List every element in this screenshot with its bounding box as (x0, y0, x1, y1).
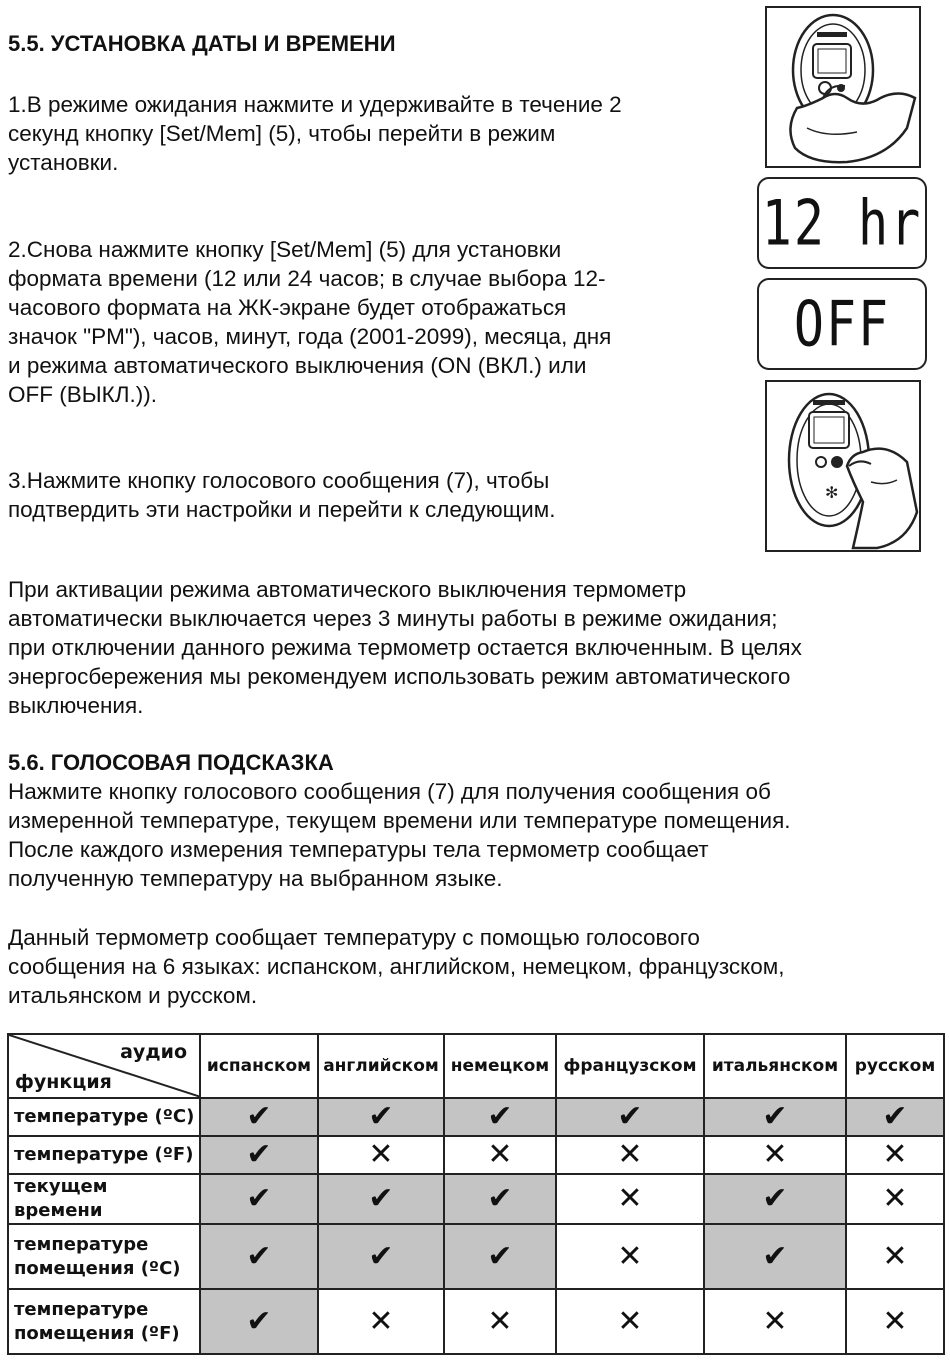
table-row (8, 1289, 944, 1354)
support-cell (846, 1224, 944, 1289)
step-3-line: 3.Нажмите кнопку голосового сообщения (7), чтобы (8, 468, 550, 493)
lcd-hour-format-text: 12 hr (761, 186, 923, 260)
support-cell (200, 1174, 318, 1224)
row-label-line: помещения (ºF) (14, 1322, 180, 1344)
cross-mark-icon: ✕ (617, 1181, 643, 1216)
para1-line: полученную температуру на выбранном языке. (8, 866, 503, 891)
cross-mark-icon: ✕ (762, 1303, 788, 1339)
check-mark-icon: ✔ (246, 1137, 272, 1172)
support-cell (556, 1136, 704, 1174)
section-55-heading: 5.5. УСТАНОВКА ДАТЫ И ВРЕМЕНИ (8, 31, 396, 56)
para1-line: После каждого измерения температуры тела термометр сообщает (8, 837, 709, 862)
check-mark-icon: ✔ (762, 1099, 788, 1134)
check-mark-icon: ✔ (368, 1181, 394, 1216)
cross-mark-icon: ✕ (882, 1303, 908, 1339)
row-label-line: текущем времени (14, 1176, 108, 1221)
corner-function-label: функция (15, 1071, 112, 1093)
note-line: при отключении данного режима термометр остается включенным. В целях (8, 635, 802, 660)
row-function-label (8, 1174, 200, 1224)
support-cell (200, 1224, 318, 1289)
note-line: автоматически выключается через 3 минуты работы в режиме ожидания; (8, 606, 778, 631)
corner-audio-label: аудио (120, 1041, 187, 1063)
step-1-line: установки. (8, 150, 119, 175)
check-mark-icon: ✔ (487, 1099, 513, 1134)
cross-mark-icon: ✕ (617, 1238, 643, 1274)
note-line: При активации режима автоматического выключения термометр (8, 577, 687, 602)
thermometer-hand-illustration-top (765, 6, 921, 168)
support-cell (704, 1136, 846, 1174)
row-function-label (8, 1289, 200, 1354)
support-cell (318, 1174, 444, 1224)
support-cell (704, 1098, 846, 1136)
cross-mark-icon: ✕ (882, 1238, 908, 1274)
voice-prompt-paragraph (8, 777, 791, 893)
note-line: энергосбережения мы рекомендуем использовать режим автоматического (8, 664, 791, 689)
cross-mark-icon: ✕ (368, 1137, 394, 1172)
cross-mark-icon: ✕ (617, 1137, 643, 1172)
support-cell (846, 1136, 944, 1174)
cross-mark-icon: ✕ (617, 1303, 643, 1339)
support-cell (556, 1098, 704, 1136)
support-cell (318, 1136, 444, 1174)
support-cell (444, 1098, 556, 1136)
lcd-hour-format-display (757, 177, 927, 269)
support-cell (444, 1174, 556, 1224)
check-mark-icon: ✔ (368, 1099, 394, 1134)
para2-line: Данный термометр сообщает температуру с помощью голосового (8, 925, 700, 950)
languages-paragraph (8, 923, 785, 1010)
check-mark-icon: ✔ (246, 1181, 272, 1216)
check-mark-icon: ✔ (246, 1099, 272, 1134)
cross-mark-icon: ✕ (368, 1303, 394, 1339)
svg-text:✻: ✻ (825, 483, 839, 502)
check-mark-icon: ✔ (882, 1099, 908, 1134)
para1-line: Нажмите кнопку голосового сообщения (7) для получения сообщения об (8, 779, 771, 804)
section-56-heading: 5.6. ГОЛОСОВАЯ ПОДСКАЗКА (8, 750, 334, 775)
row-function-label (8, 1098, 200, 1136)
table-row (8, 1136, 944, 1174)
support-cell (444, 1136, 556, 1174)
thermometer-hand-illustration-bottom (765, 380, 921, 552)
table-row (8, 1224, 944, 1289)
step-2-line: и режима автоматического выключения (ON (ВКЛ.) или (8, 353, 587, 378)
hand-holding-thermometer-icon (767, 8, 919, 166)
step-2-line: OFF (ВЫКЛ.)). (8, 382, 158, 407)
support-cell (704, 1289, 846, 1354)
cross-mark-icon: ✕ (487, 1303, 513, 1339)
language-header: английском (318, 1034, 444, 1098)
support-cell (846, 1174, 944, 1224)
check-mark-icon: ✔ (246, 1238, 272, 1274)
para2-line: сообщения на 6 языках: испанском, английском, немецком, французском, (8, 954, 785, 979)
support-cell (318, 1098, 444, 1136)
check-mark-icon: ✔ (487, 1238, 513, 1274)
note-line: выключения. (8, 693, 144, 718)
support-cell (200, 1098, 318, 1136)
check-mark-icon: ✔ (762, 1238, 788, 1274)
step-2-line: формата времени (12 или 24 часов; в случае выбора 12- (8, 266, 606, 291)
support-cell (846, 1289, 944, 1354)
support-cell (556, 1224, 704, 1289)
voice-language-table (7, 1033, 945, 1355)
table-row (8, 1098, 944, 1136)
check-mark-icon: ✔ (246, 1303, 272, 1339)
row-label-line: помещения (ºC) (14, 1257, 181, 1279)
step-2-line: 2.Снова нажмите кнопку [Set/Mem] (5) для установки (8, 237, 562, 262)
step-3-line: подтвердить эти настройки и перейти к следующим. (8, 497, 556, 522)
step-2-text (8, 235, 611, 409)
hand-pressing-button-icon (767, 382, 919, 550)
support-cell (556, 1174, 704, 1224)
step-2-line: значок "PM"), часов, минут, года (2001-2099), месяца, дня (8, 324, 612, 349)
para2-line: итальянском и русском. (8, 983, 258, 1008)
para1-line: измеренной температуре, текущем времени или температуре помещения. (8, 808, 791, 833)
step-1-line: секунд кнопку [Set/Mem] (5), чтобы перейти в режим (8, 121, 556, 146)
lcd-auto-off-text: OFF (793, 287, 891, 361)
row-label-line: температуре (ºF) (14, 1144, 194, 1165)
support-cell (200, 1136, 318, 1174)
support-cell (444, 1289, 556, 1354)
check-mark-icon: ✔ (487, 1181, 513, 1216)
language-header: русском (846, 1034, 944, 1098)
table-body (8, 1098, 944, 1354)
cross-mark-icon: ✕ (487, 1137, 513, 1172)
row-label-line: температуре (ºC) (14, 1106, 195, 1127)
support-cell (444, 1224, 556, 1289)
check-mark-icon: ✔ (762, 1181, 788, 1216)
language-header: испанском (200, 1034, 318, 1098)
table-corner-cell (8, 1034, 200, 1098)
cross-mark-icon: ✕ (882, 1137, 908, 1172)
support-cell (846, 1098, 944, 1136)
step-3-text (8, 466, 555, 524)
row-function-label (8, 1136, 200, 1174)
table-header-row (8, 1034, 944, 1098)
support-cell (556, 1289, 704, 1354)
language-header: французском (556, 1034, 704, 1098)
step-1-line: 1.В режиме ожидания нажмите и удерживайте в течение 2 (8, 92, 622, 117)
step-2-line: часового формата на ЖК-экране будет отображаться (8, 295, 567, 320)
row-function-label (8, 1224, 200, 1289)
support-cell (200, 1289, 318, 1354)
row-label-line: температуре (14, 1233, 149, 1255)
support-cell (704, 1224, 846, 1289)
lcd-auto-off-display (757, 278, 927, 370)
check-mark-icon: ✔ (617, 1099, 643, 1134)
check-mark-icon: ✔ (368, 1238, 394, 1274)
language-header: немецком (444, 1034, 556, 1098)
table-row (8, 1174, 944, 1224)
cross-mark-icon: ✕ (762, 1137, 788, 1172)
support-cell (318, 1289, 444, 1354)
support-cell (318, 1224, 444, 1289)
auto-off-note (8, 575, 802, 720)
cross-mark-icon: ✕ (882, 1181, 908, 1216)
step-1-text (8, 90, 622, 177)
row-label-line: температуре (14, 1298, 149, 1320)
support-cell (704, 1174, 846, 1224)
language-header: итальянском (704, 1034, 846, 1098)
